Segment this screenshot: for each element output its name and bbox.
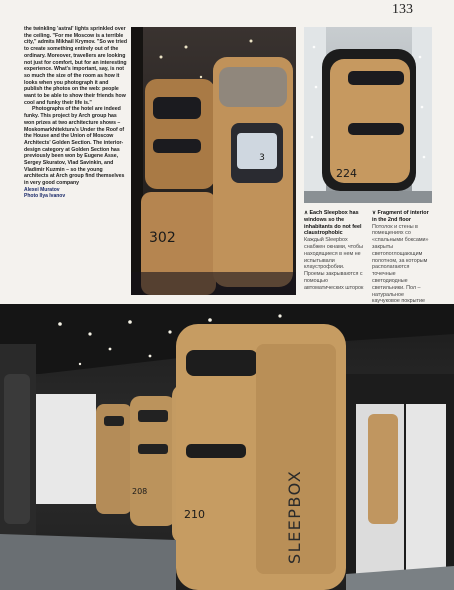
room-302-label: 302: [149, 230, 176, 246]
article-paragraph-2: Photographs of the hotel are indeed funky. This project by Arch group has won prizes at two architecture shows – Moskomarkhitektura's Under the Roof of the House and the Union of Moscow Architects' Golden Section. The interior-design category at Golden Section has previously been won by Eugene Asse, Sergey Skuratov, Vlad Savinkin, and Vladimir Kuzmin – so the young architects at Arch group find themselves in very good company: [24, 106, 125, 187]
room-208-label: 208: [132, 487, 148, 496]
page-number: 133: [392, 2, 413, 17]
caption-interior-en: ∨ Fragment of interior in the 2nd floor: [372, 210, 429, 223]
photo-sleepbox-224-illustration: [304, 27, 432, 203]
photo-sleepbox-224: [304, 27, 432, 203]
room-224-label: 224: [336, 167, 357, 180]
up-arrow-icon: ∧: [304, 210, 308, 216]
photo-sleepbox-302-illustration: [131, 27, 296, 295]
photo-sleepbox-interior: [0, 304, 454, 590]
photo-sleepbox-302: [131, 27, 296, 295]
down-arrow-icon: ∨: [372, 210, 376, 216]
photo-sleepbox-interior-illustration: [0, 304, 454, 590]
caption-interior: [372, 210, 432, 312]
article-paragraph-1: the twinkling 'astral' lights sprinkled over the ceiling. "For me Moscow is a terrible city," admits Mikhail Krymov. "So we tried to create something entirely out of the ordinary. Moreover, travellers are looking not just for comfort, but for an interesting experience. What's important, say, is not so much the size of the room as how it looks when you photograph it and publish the photos on the web: people want to be able to show their friends how cool and funky their life is.": [24, 26, 128, 106]
caption-windows-ru: Каждый Sleepbox снабжен окнами, чтобы находящиеся в нем не испытывали клаустрофобии. Проемы закрываются с помощью автоматических шторок: [304, 237, 364, 291]
caption-windows: [304, 210, 366, 292]
caption-windows-en: ∧ Each Sleepbox has windows so the inhabitants do not feel claustrophobic: [304, 210, 362, 237]
room-210-label: 210: [184, 508, 205, 521]
room-3-label: 3: [259, 153, 265, 163]
sleepbox-brand-label: SLEEPBOX: [285, 469, 304, 564]
author-credit: Alexei Muratov: [24, 186, 60, 193]
caption-interior-ru: Потолок и стены в помещениях со «спальными боксами» закрыты светопоглощающим полотном, за которым располагаются точечные светодиодные светильники. Пол – натуральное каучуковое покрытие: [372, 223, 429, 305]
photo-credit: Photo Ilya Ivanov: [24, 193, 66, 200]
article-text: [24, 26, 128, 200]
